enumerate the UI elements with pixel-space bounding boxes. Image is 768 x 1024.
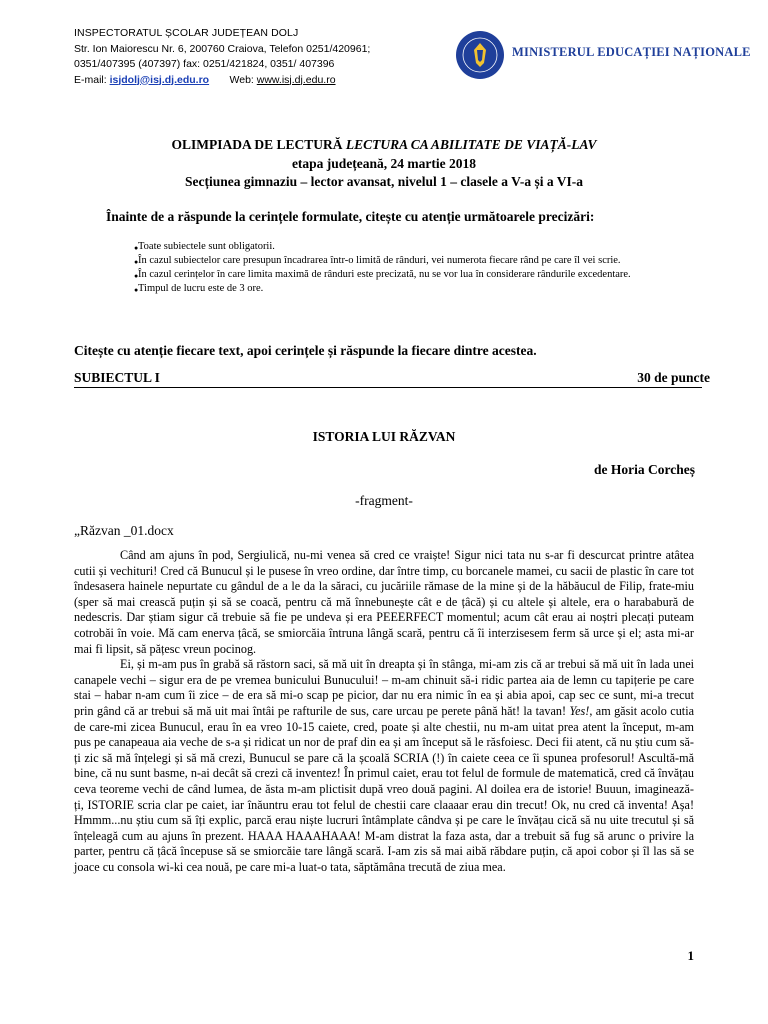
file-name: „Răzvan _01.docx <box>74 523 174 538</box>
olympiad-title-italic: LECTURA CA ABILITATE DE VIAȚĂ-LAV <box>345 137 597 152</box>
instructions-intro: Înainte de a răspunde la cerințele formulate, citește cu atenție următoarele precizări: <box>106 209 595 224</box>
stage-date: etapa județeană, 24 martie 2018 <box>291 156 477 171</box>
web-link[interactable]: www.isj.dj.edu.ro <box>256 73 336 86</box>
page-number: 1 <box>687 948 694 963</box>
story-paragraph: Când am ajuns în pod, Sergiulică, nu-mi venea să cred ce vraiște! Sigur nici tata nu s-ar fi descurcat printre atâtea cutii și vechituri! Cred că Bunucul și le pusese în vreo ordine, dar între timp, cu borcanele mamei, cu sacii de plastic în care tot îndesasera hainele nepurtate cu gândul de a le da la săraci, cu jucăriile rămase de la mine și de la hăbăucul de Filip, frate-miu (sper să mai crească puțin și să se coacă, pentru că mă înnebunește cât e de țâcă) și cu altele și altele, era o harababură de nedescris. Dar știam sigur că trebuie să fie pe undeva și era PEEERFECT momentul; acum cât erau ai noștri plecați puteam cotrobăi în voie. Mă cam enerva țâcă, se smiorcăia întruna lângă scară, pentru că îi interzisesem ferm să urce și el; asta mi-ar mai fi lipsit, să pățesc vreun pocinog. <box>74 548 694 656</box>
address-line: Str. Ion Maiorescu Nr. 6, 200760 Craiova, Telefon 0251/420961; <box>74 42 371 55</box>
paragraph-part: , am găsit acolo cutia de care-mi zicea Bunucul, erau în ea vreo 10-15 caiete, cred, poate și alte chestii, nu m-am uitat prea atent la început, m-am pus pe canapeaua aia veche de s-a și ridicat un nor de praf din ea și am început să le răsfoiesc. Deci fii atent, că nu știu cum să-ți zic să mă înțelegi și să mă crezi, Bunucul se pare că la școală SCRIA (!) în caiete ceea ce îi spunea profesorul! Ascultă-mă bine, că nu sunt basme, n-ai decât să crezi că inventez! În primul caiet, erau tot felul de formule de matematică, cred că învățau ceva teoreme vechi de când lumea, de ăsta m-am plictisit după vreo două pagini. Al doilea era de istorie! Buuun, imaginează-ți, ISTORIE scria clar pe caiet, iar înăuntru erau tot felul de chestii care claaaar erau din trecut! Ok, nu cred că inventa! Așa! Hmmm...nu știu cum să îți explic, parcă erau niște lucruri întâmplate cândva și pe care le învățau cică să nu uite trecutul și să înțeleagă cum au ajuns în prezent. HAAA HAAAHAAA! M-am distrat la faza asta, dar a trebuit să fug să arunc o privire la parter, pentru că țâcă începuse să se smiorcăie tare lângă scară. I-am zis să mai aibă răbdare puțin, că apoi cobor și îl las să se joace cu consola wi-ki cea nouă, pe care mi-a luat-o tata, săptămâna trecută de ziua mea. <box>74 703 694 874</box>
paragraph-italic: Yes! <box>569 703 590 718</box>
section-line: Secțiunea gimnaziu – lector avansat, nivelul 1 – clasele a V-a și a VI-a <box>185 174 583 189</box>
web-label: Web: <box>229 73 254 86</box>
ministry-name: MINISTERUL EDUCAȚIEI NAȚIONALE <box>512 45 751 59</box>
story-title: ISTORIA LUI RĂZVAN <box>312 429 456 444</box>
subject-points: 30 de puncte <box>637 370 710 385</box>
subject-label: SUBIECTUL I <box>74 370 160 385</box>
rules-list <box>118 240 696 296</box>
phone-fax-line: 0351/407395 (407397) fax: 0251/421824, 0351/ 407396 <box>74 58 335 70</box>
story-paragraph <box>74 657 694 875</box>
subject-underline <box>74 387 702 388</box>
story-text <box>74 548 694 875</box>
rule-item: ● În cazul cerințelor în care limita maximă de rânduri este precizată, nu se vor lua în considerare rândurile excedentare. <box>118 268 696 282</box>
rule-item: ● Timpul de lucru este de 3 ore. <box>118 282 696 296</box>
rule-item: ● Toate subiectele sunt obligatorii. <box>118 240 696 254</box>
olympiad-title-prefix: OLIMPIADA DE LECTURĂ <box>171 137 346 152</box>
reading-note: Citește cu atenție fiecare text, apoi cerințele și răspunde la fiecare dintre acestea. <box>74 343 537 358</box>
contact-line <box>74 73 454 89</box>
story-author: de Horia Corcheș <box>594 462 695 477</box>
rule-item: ● În cazul subiectelor care presupun încadrarea într-o limită de rânduri, vei numerota fiecare rând pe care îl vei scrie. <box>118 254 696 268</box>
olympiad-title <box>70 137 698 153</box>
institution-name: INSPECTORATUL ȘCOLAR JUDEȚEAN DOLJ <box>74 27 299 39</box>
fragment-label: -fragment- <box>355 493 413 508</box>
government-seal-icon <box>455 30 505 80</box>
letterhead-block <box>74 26 454 88</box>
email-label: E-mail: <box>74 73 107 86</box>
email-link[interactable]: isjdolj@isj.dj.edu.ro <box>109 73 210 86</box>
paragraph-part: Ei, și m-am pus în grabă să răstorn saci, să mă uit în dreapta și în stânga, mi-am zis că ar trebui să mă uit în lada unei canapele vechi – sigur era de pe vremea bunicului Bunucului! – m-am chinuit să-i ridic partea aia de lemn cu tapițerie pe care stai – habar n-am cum îi zice – de era să mi-o scap pe picior, dar nu era nimic în ea și abia apoi, cap sec ce sunt, mi-a trecut prin gând că ar trebui să mă uit mai întâi pe rafturile de sus, care urcau pe perete până hăt! la tavan! <box>74 657 694 718</box>
